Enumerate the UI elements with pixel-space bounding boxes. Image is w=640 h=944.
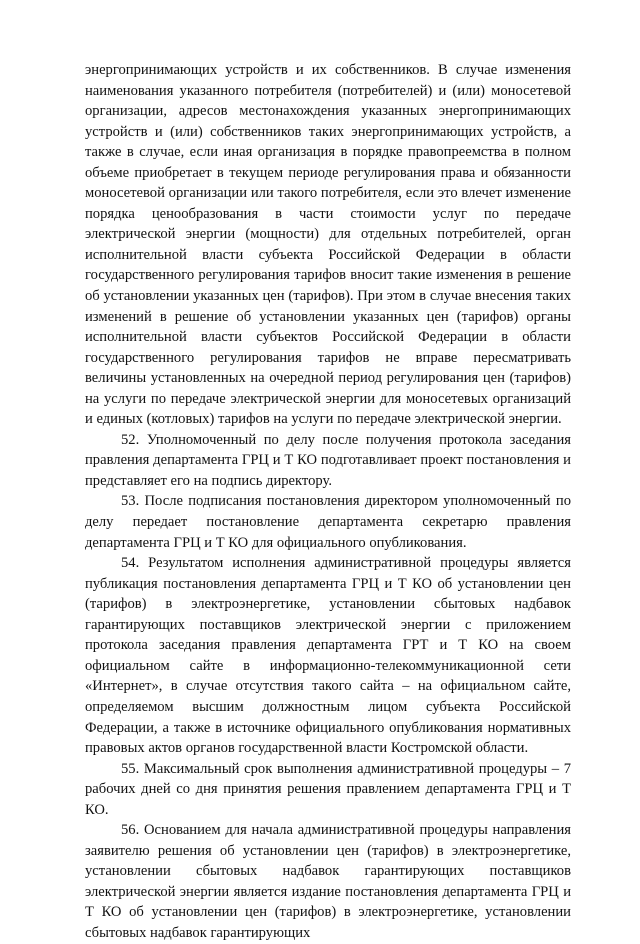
- paragraph-continuation: энергопринимающих устройств и их собственников. В случае изменения наименования указанного потребителя (потребителей) и (или) моносетевой организации, адресов местонахождения указанных энергопринимающих устройств и (или) собственников таких энергопринимающих устройств, а также в случае, если иная организация в порядке правопреемства в полном объеме приобретает в текущем периоде регулирования права и обязанности моносетевой организации или такого потребителя, если это влечет изменение порядка ценообразования в части стоимости услуг по передаче электрической энергии (мощности) для отдельных потребителей, орган исполнительной власти субъекта Российской Федерации в области государственного регулирования тарифов вносит такие изменения в решение об установлении указанных цен (тарифов). При этом в случае внесения таких изменений в решение об установлении указанных цен (тарифов) органы исполнительной власти субъектов Российской Федерации в области государственного регулирования тарифов не вправе пересматривать величины установленных на очередной период регулирования цен (тарифов) на услуги по передаче электрической энергии для моносетевых организаций и единых (котловых) тарифов на услуги по передаче электрической энергии.: [85, 62, 571, 428]
- paragraph-52: 52. Уполномоченный по делу после получения протокола заседания правления департамента ГРЦ и Т КО подготавливает проект постановления и представляет его на подпись директору.: [85, 431, 571, 489]
- paragraph-54: 54. Результатом исполнения административной процедуры является публикация постановления департамента ГРЦ и Т КО об установлении цен (тарифов) в электроэнергетике, установлении сбытовых надбавок гарантирующих поставщиков электрической энергии с приложением протокола заседания правления департамента ГРТ и Т КО на своем официальном сайте в информационно-телекоммуникационной сети «Интернет», в случае отсутствия такого сайта – на официальном сайте, определяемом высшим должностным лицом субъекта Российской Федерации, а также в источнике официального опубликования нормативных правовых актов органов государственной власти Костромской области.: [85, 555, 571, 757]
- paragraph-55: 55. Максимальный срок выполнения административной процедуры – 7 рабочих дней со дня принятия решения правлением департамента ГРЦ и Т КО.: [85, 760, 571, 818]
- paragraph-53: 53. После подписания постановления директором уполномоченный по делу передает постановление департамента секретарю правления департамента ГРЦ и Т КО для официального опубликования.: [85, 493, 571, 551]
- paragraph-56: 56. Основанием для начала административной процедуры направления заявителю решения об установлении цен (тарифов) в электроэнергетике, установлении сбытовых надбавок гарантирующих поставщиков электрической энергии является издание постановления департамента ГРЦ и Т КО об установлении цен (тарифов) в электроэнергетике, установлении сбытовых надбавок гарантирующих: [85, 822, 571, 941]
- document-body: [85, 60, 571, 944]
